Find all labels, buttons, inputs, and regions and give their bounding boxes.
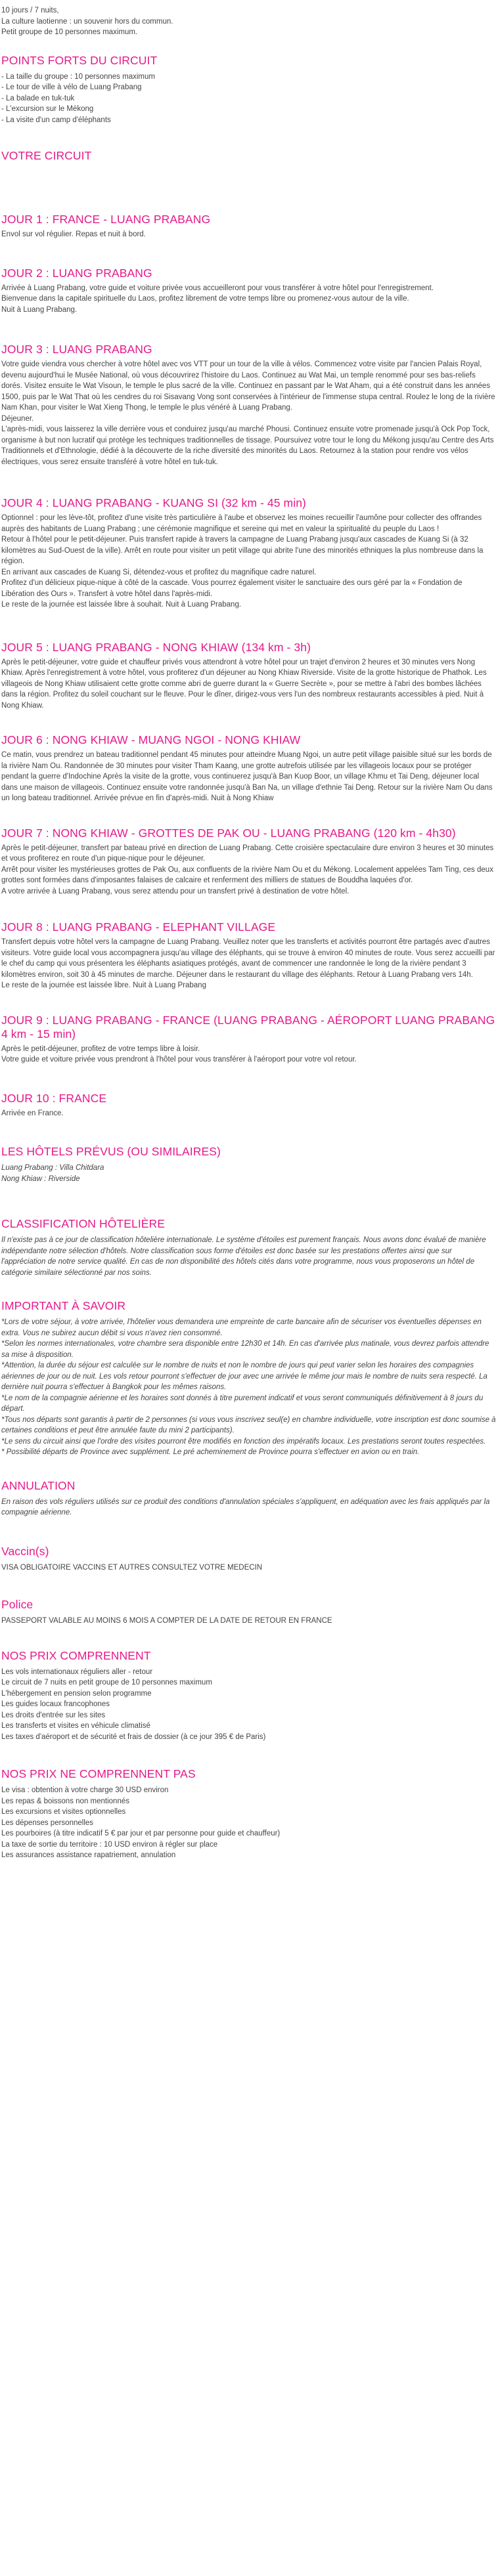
- day-section: [1, 213, 497, 240]
- hotels-section: [1, 1145, 497, 1184]
- important-text: *Lors de votre séjour, à votre arrivée, l'hôtelier vous demandera une empreinte de carte bancaire afin de sécuriser vos éventuelles dépenses en extra. Vous ne subirez aucun débit si vous n'avez rien consommé. *Selon les normes internationales, votre chambre sera disponible entre 12h30 et 14h. En cas d'arrivée plus matinale, vous devrez parfois attendre sa mise à disposition. *Attention, la durée du séjour est calculée sur le nombre de nuits et non le nombre de jours qui peut varier selon les horaires des compagnies aériennes de jour ou de nuit. Les vols retour pourront s'effectuer de jour avec une arrivée le même jour mais le nombre de nuits sera respecté. La dernière nuit pourra s'effectuer à Bangkok pour les mêmes raisons. *Le nom de la compagnie aérienne et les horaires sont donnés à titre purement indicatif et vous seront communiqués définitivement à 8 jours du départ. *Tous nos départs sont garantis à partir de 2 personnes (si vous vous inscrivez seul(e) en chambre individuelle, votre inscription est donc soumise à certaines conditions et peut être annulée faute du mini 2 participants). *Le sens du circuit ainsi que l'ordre des visites pourront être modifiés en fonction des impératifs locaux. Les prestations seront toutes respectées. * Possibilité départs de Province avec supplément. Le pré acheminement de Province pourra s'effectuer en avion ou en train.: [1, 1318, 496, 1456]
- day-title: JOUR 9 : LUANG PRABANG - FRANCE (LUANG PRABANG - AÉROPORT LUANG PRABANG 4 km - 15 min): [1, 1013, 495, 1041]
- day-title: JOUR 3 : LUANG PRABANG: [1, 343, 152, 356]
- hotels-title: LES HÔTELS PRÉVUS (OU SIMILAIRES): [1, 1145, 221, 1158]
- points-forts-item: - L'excursion sur le Mékong: [1, 105, 94, 113]
- day-text: Transfert depuis votre hôtel vers la campagne de Luang Prabang. Veuillez noter que les transferts et activités pourront être partagés avec d'autres visiteurs. Votre guide local vous accompagnera jusqu'au village des éléphants, qui se trouve à environ 40 minutes de route. Vous serez accueilli par le chef du camp qui vous présentera les éléphants asiatiques protégés, avant de commencer une randonnée le long de la rivière pendant 3 kilomètres environ, soit 30 à 45 minutes de marche. Déjeuner dans le restaurant du village des éléphants. Retour à Luang Prabang vers 14h. Le reste de la journée est laissée libre. Nuit à Luang Prabang: [1, 938, 495, 989]
- day-text: Envol sur vol régulier. Repas et nuit à bord.: [1, 230, 146, 238]
- prix-comprennent-section: [1, 1649, 497, 1743]
- day-section: [1, 267, 497, 316]
- annulation-section: [1, 1479, 497, 1518]
- day-text: Après le petit-déjeuner, votre guide et chauffeur privés vous attendront à votre hôtel pour un trajet d'environ 2 heures et 30 minutes vers Nong Khiaw. Après l'enregistrement à votre hôtel, vous profiterez d'un déjeuner au Nong Khiaw Riverside. Visite de la grotte historique de Phathok. Les villageois de Nong Khiaw utilisaient cette grotte comme abri de guerre durant la « Guerre Secrète », pour se mettre à l'abri des bombes lâchées dans la région. Profitez du soleil couchant sur le fleuve. Pour le dîner, dirigez-vous vers l'un des nombreux restaurants accessibles à pied. Nuit à Nong Khiaw.: [1, 658, 487, 710]
- day-title: JOUR 10 : FRANCE: [1, 1091, 107, 1105]
- day-text: Après le petit-déjeuner, profitez de votre temps libre à loisir. Votre guide et voiture privée vous prendront à l'hôtel pour vous transférer à l'aéroport pour votre vol retour.: [1, 1044, 357, 1063]
- intro-line: La culture laotienne : un souvenir hors du commun.: [1, 17, 173, 26]
- day-title: JOUR 1 : FRANCE - LUANG PRABANG: [1, 213, 211, 226]
- day-title: JOUR 6 : NONG KHIAW - MUANG NGOI - NONG KHIAW: [1, 733, 301, 746]
- prix-comprennent-item: Les guides locaux francophones: [1, 1700, 110, 1708]
- prix-ne-comprennent-pas-item: Les excursions et visites optionnelles: [1, 1808, 126, 1816]
- vaccin-section: [1, 1545, 497, 1574]
- day-section: [1, 733, 497, 804]
- hotel-item: Nong Khiaw : Riverside: [1, 1174, 80, 1183]
- prix-ne-comprennent-pas-item: Les pourboires (à titre indicatif 5 € par jour et par personne pour guide et chauffeur): [1, 1830, 281, 1837]
- prix-comprennent-title: NOS PRIX COMPRENNENT: [1, 1648, 151, 1662]
- day-text: Votre guide viendra vous chercher à votre hôtel avec vos VTT pour un tour de la ville à vélos. Commencez votre visite par l'ancien Palais Royal, devenu aujourd'hui le Musée National, où vous découvrirez l'histoire du Laos. Continuez au Wat Mai, un temple renommé pour ses bas-reliefs dorés. Visitez ensuite le Wat Visoun, le temple le plus sacré de la ville. Continuez en passant par le Wat Aham, qui a été construit dans les années 1500, puis par le Wat That où les cendres du roi Sisavang Vong sont conservées à l'intérieur de l'immense stupa central. Roulez le long de la rivière Nam Khan, pour visiter le Wat Xieng Thong, le temple le plus vénéré à Luang Prabang. Déjeuner. L'après-midi, vous laisserez la ville derrière vous et conduirez jusqu'au marché Phousi. Continuez ensuite votre promenade jusqu'à Ock Pop Tock, organisme à but non lucratif qui protège les techniques traditionnelles de tissage. Poursuivez votre tour le long du Mékong jusqu'au Centre des Arts Traditionnels et d'Ethnologie, dédié à la découverte de la riche diversité des minorités du Laos. Retournez à la station pour rendre vos vélos électriques, vous serez ensuite transféré à votre hôtel en tuk-tuk.: [1, 360, 495, 466]
- day-section: [1, 496, 497, 611]
- points-forts-item: - La taille du groupe : 10 personnes maximum: [1, 72, 155, 81]
- day-section: [1, 641, 497, 712]
- day-title: JOUR 2 : LUANG PRABANG: [1, 266, 152, 280]
- day-title: JOUR 5 : LUANG PRABANG - NONG KHIAW (134 km - 3h): [1, 640, 311, 654]
- day-text: Optionnel : pour les lève-tôt, profitez d'une visite très particulière à l'aube et observez les moines recueillir l'aumône pour collecter des offrandes auprès des habitants de Luang Prabang ; une cérémonie magnifique et sereine qui met en valeur la spiritualité du peuple du Laos ! Retour à l'hôtel pour le petit-déjeuner. Puis transfert rapide à travers la campagne de Luang Prabang jusqu'aux cascades de Kuang Si (à 32 kilomètres au Sud-Ouest de la ville). Arrêt en route pour visiter un petit village qui abrite l'une des minorités ethniques la plus nombreuse dans la région. En arrivant aux cascades de Kuang Si, détendez-vous et profitez du magnifique cadre naturel. Profitez d'un délicieux pique-nique à côté de la cascade. Vous pourrez également visiter le sanctuaire des ours géré par la « Fondation de Libération des Ours ». Transfert à votre hôtel dans l'après-midi. Le reste de la journée est laissée libre à souhait. Nuit à Luang Prabang.: [1, 514, 484, 609]
- day-title: JOUR 4 : LUANG PRABANG - KUANG SI (32 km - 45 min): [1, 496, 306, 509]
- prix-ne-comprennent-pas-section: [1, 1767, 497, 1861]
- prix-ne-comprennent-pas-item: Le visa : obtention à votre charge 30 USD environ: [1, 1786, 169, 1794]
- points-forts-item: - Le tour de ville à vélo de Luang Prabang: [1, 83, 142, 91]
- police-title: Police: [1, 1598, 34, 1611]
- prix-comprennent-item: Les taxes d'aéroport et de sécurité et frais de dossier (à ce jour 395 € de Paris): [1, 1732, 266, 1741]
- points-forts-item: - La balade en tuk-tuk: [1, 94, 75, 102]
- prix-comprennent-item: L'hébergement en pension selon programme: [1, 1689, 152, 1698]
- annulation-text: En raison des vols réguliers utilisés sur ce produit des conditions d'annulation spéciales s'appliquent, en adéquation avec les frais appliqués par la compagnie aérienne.: [1, 1497, 490, 1516]
- intro: [1, 0, 497, 38]
- prix-comprennent-item: Les droits d'entrée sur les sites: [1, 1711, 106, 1719]
- day-title: JOUR 8 : LUANG PRABANG - ELEPHANT VILLAGE: [1, 920, 276, 934]
- important-section: [1, 1299, 497, 1458]
- police-text: PASSEPORT VALABLE AU MOINS 6 MOIS A COMPTER DE LA DATE DE RETOUR EN FRANCE: [1, 1617, 332, 1625]
- points-forts-item: - La visite d'un camp d'éléphants: [1, 116, 111, 124]
- day-section: [1, 1092, 497, 1119]
- day-section: [1, 826, 497, 897]
- classification-text: Il n'existe pas à ce jour de classification hôtelière internationale. Le système d'étoiles est purement français. Nous avons donc évalué de manière indépendante notre sélection d'hôtels. Notre classification sous forme d'étoiles est donc basée sur les prestations offertes ainsi que sur l'appréciation de notre service qualité. En cas de non disponibilité des hôtels cités dans votre programme, nous vous proposerons un hôtel de catégorie similaire sélectionné par nos soins.: [1, 1236, 486, 1277]
- intro-line: Petit groupe de 10 personnes maximum.: [1, 28, 138, 36]
- day-text: Après le petit-déjeuner, transfert par bateau privé en direction de Luang Prabang. Cette croisière spectaculaire dure environ 3 heures et 30 minutes et vous profiterez en route d'un pique-nique pour le déjeuner. Arrêt pour visiter les mystérieuses grottes de Pak Ou, aux confluents de la rivière Nam Ou et du Mékong. Localement appelées Tam Ting, ces deux grottes sont formées dans d'imposantes falaises de calcaire et renferment des milliers de statues de Bouddha laquées d'or. A votre arrivée à Luang Prabang, vous serez attendu pour un transfert privé à destination de votre hôtel.: [1, 844, 494, 895]
- day-text: Arrivée en France.: [1, 1109, 64, 1117]
- prix-ne-comprennent-pas-item: Les assurances assistance rapatriement, annulation: [1, 1851, 176, 1859]
- vaccin-title: Vaccin(s): [1, 1544, 49, 1558]
- day-section: [1, 343, 497, 467]
- day-section: [1, 920, 497, 991]
- prix-comprennent-item: Les transferts et visites en véhicule climatisé: [1, 1722, 150, 1730]
- police-section: [1, 1598, 497, 1627]
- day-title: JOUR 7 : NONG KHIAW - GROTTES DE PAK OU - LUANG PRABANG (120 km - 4h30): [1, 826, 456, 840]
- classification-section: [1, 1217, 497, 1278]
- vaccin-text: VISA OBLIGATOIRE VACCINS ET AUTRES CONSULTEZ VOTRE MEDECIN: [1, 1563, 263, 1572]
- prix-ne-comprennent-pas-item: Les dépenses personnelles: [1, 1818, 94, 1827]
- classification-title: CLASSIFICATION HÔTELIÈRE: [1, 1217, 166, 1230]
- points-forts-section: [1, 54, 497, 126]
- day-text: Ce matin, vous prendrez un bateau traditionnel pendant 45 minutes pour atteindre Muang Ngoi, un autre petit village paisible situé sur les bords de la rivière Nam Ou. Randonnée de 30 minutes pour visiter Tham Kaang, une grotte autrefois utilisée par les villageois locaux pour se protéger pendant la guerre d'Indochine Après la visite de la grotte, vous continuerez jusqu'à Ban Kuop Boor, un village Khmu et Tai Deng, déjeuner local dans une maison de villageois. Continuez ensuite votre randonnée jusqu'à Ban Na, un village d'ethnie Tai Deng. Retour sur la rivière Nam Ou dans un long bateau traditionnel. Arrivée prévue en fin d'après-midi. Nuit à Nong Khiaw: [1, 751, 493, 802]
- circuit-title: VOTRE CIRCUIT: [1, 149, 92, 162]
- day-text: Arrivée à Luang Prabang, votre guide et voiture privée vous accueilleront pour vous transférer à votre hôtel pour l'enregistrement. Bienvenue dans la capitale spirituelle du Laos, profitez librement de votre temps libre ou promenez-vous autour de la ville. Nuit à Luang Prabang.: [1, 284, 434, 314]
- prix-ne-comprennent-pas-title: NOS PRIX NE COMPRENNENT PAS: [1, 1767, 196, 1780]
- intro-line: 10 jours / 7 nuits,: [1, 7, 59, 14]
- annulation-title: ANNULATION: [1, 1478, 76, 1492]
- important-title: IMPORTANT À SAVOIR: [1, 1299, 126, 1312]
- day-section: [1, 1014, 497, 1065]
- prix-ne-comprennent-pas-item: Les repas & boissons non mentionnés: [1, 1797, 129, 1805]
- points-forts-title: POINTS FORTS DU CIRCUIT: [1, 53, 158, 67]
- hotel-item: Luang Prabang : Villa Chitdara: [1, 1164, 104, 1172]
- prix-ne-comprennent-pas-item: La taxe de sortie du territoire : 10 USD environ à régler sur place: [1, 1840, 218, 1849]
- prix-comprennent-item: Les vols internationaux réguliers aller - retour: [1, 1667, 153, 1676]
- prix-comprennent-item: Le circuit de 7 nuits en petit groupe de 10 personnes maximum: [1, 1679, 212, 1686]
